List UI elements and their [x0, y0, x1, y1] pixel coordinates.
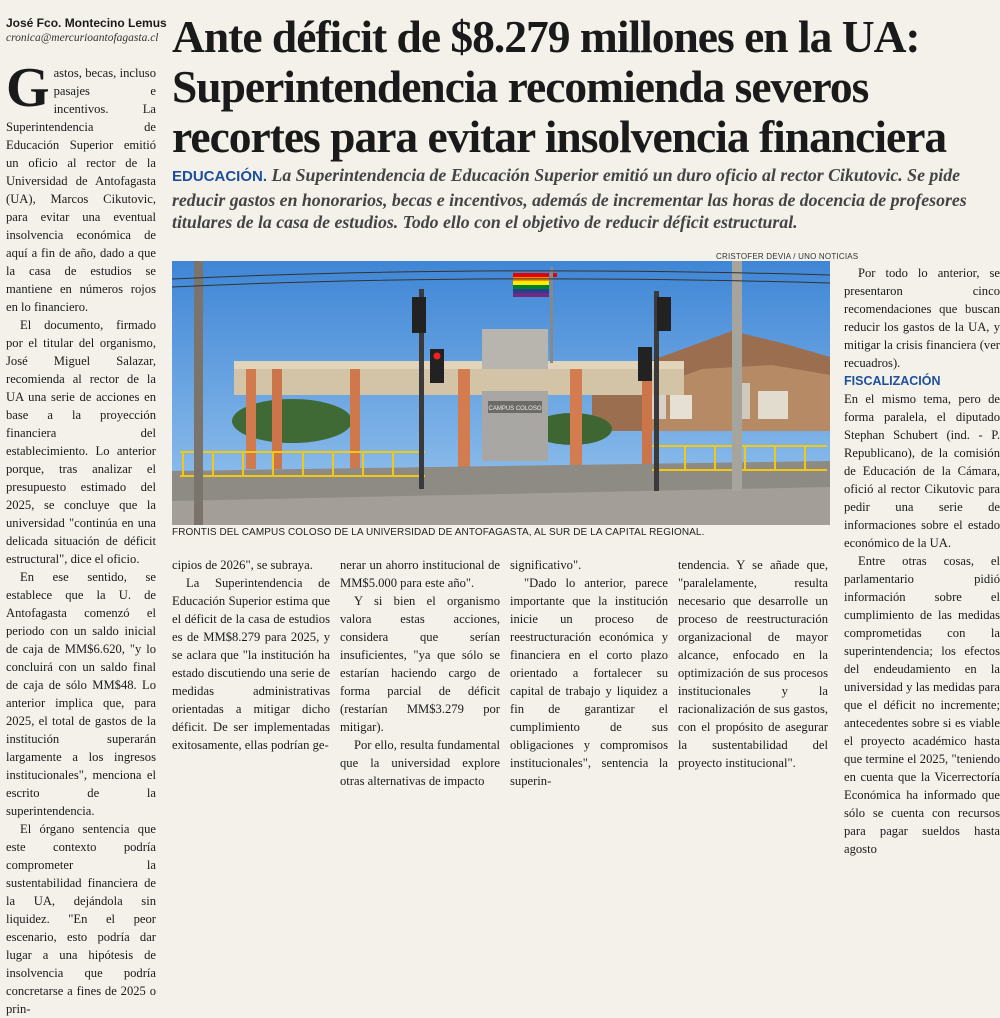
- section-subhead: FISCALIZACIÓN: [844, 374, 941, 388]
- paragraph: En el mismo tema, pero de forma paralela, el diputado Stephan Schubert (ind. - P. Republicano), de la comisión de Educación de la Cámara, ofició al rector Cikutovic para pedir una serie de informaciones sobre el estado económico de la UA.: [844, 392, 1000, 550]
- paragraph: Entre otras cosas, el parlamentario pidió información sobre el cumplimiento de las medidas comprometidas con la superintendencia; los efectos del endeudamiento en la universidad y las medidas para que el déficit no incremente; antecedentes sobre si es viable el proyecto académico hasta que termine el 2025, "teniendo en cuenta que la Vicerrectoría Económica ha informado que sólo se cuenta con recursos para pagar sueldos hasta agosto: [844, 554, 1000, 856]
- paragraph: nerar un ahorro institucional de MM$5.000 para este año".: [340, 558, 500, 590]
- paragraph: El documento, firmado por el titular del organismo, José Miguel Salazar, recomienda al rector de la UA una serie de acciones en base a la proyección financiera del establecimiento. Lo anterior porque, tras analizar el presupuesto estimado del 2025, se concluye que la universidad "continúa en una delicada situación de déficit estructural", dice el oficio.: [6, 318, 156, 566]
- paragraph: La Superintendencia de Educación Superior estima que el déficit de la casa de estudios es de MM$8.279 para 2025, y se aclara que "la institución ha estado discutiendo una serie de medidas administrativas orientadas a mitigar dicho déficit. De ser implementadas exitosamente, ellas podrían ge-: [172, 576, 330, 752]
- campus-photo-illustration: [172, 261, 830, 525]
- paragraph: En ese sentido, se establece que la U. de Antofagasta comenzó el periodo con un saldo inicial de caja de MM$6.620, "y lo concluirá con un saldo final de caja de sólo MM$48. Lo anterior implica que, para 2025, el total de gastos de la institución superarán largamente a los ingresos institucionales", menciona el escrito de la superintendencia.: [6, 570, 156, 818]
- paragraph: "Dado lo anterior, parece importante que la institución inicie un proceso de reestructuración económica y financiera en el corto plazo orientado a fortalecer su capital de trabajo y liquidez a fin de garantizar el cumplimiento de sus obligaciones y compromisos institucionales", sentencia la superin-: [510, 576, 668, 788]
- lead-text: La Superintendencia de Educación Superior emitió un duro oficio al rector Cikutovic. Se pide reducir gastos en honorarios, becas e incentivos, además de incrementar las horas de docencia de profesores titulares de la casa de estudios. Todo ello con el objetivo de reducir déficit estructural.: [172, 165, 967, 232]
- paragraph: astos, becas, incluso pasajes e incentivos. La Superintendencia de Educación Superior emitió un oficio al rector de la Universidad de Antofagasta (UA), Marcos Cikutovic, para evitar una eventual insolvencia económica de aquí a fin de año, dado a que la casa de estudios se mantiene en números rojos en lo financiero.: [6, 66, 156, 314]
- campus-photo: [172, 261, 830, 525]
- paragraph: Por todo lo anterior, se presentaron cinco recomendaciones que buscan reducir los gastos de la UA, y mitigar la crisis financiera (ver recuadros).: [844, 266, 1000, 370]
- drop-cap: G: [6, 57, 50, 119]
- paragraph: tendencia. Y se añade que, "paralelamente, resulta necesario que desarrolle un proceso de reestructuración organizacional de mayor alcance, enfocado en la optimización de sus procesos institucionales y la racionalización de sus gastos, con el propósito de asegurar la sustentabilidad del proyecto institucional".: [678, 558, 828, 770]
- body-column-3: [340, 556, 500, 790]
- campus-sign: CAMPUS COLOSO: [488, 406, 542, 412]
- body-column-1: [6, 57, 156, 1018]
- body-column-6: [844, 264, 1000, 858]
- body-column-5: [678, 556, 828, 772]
- body-column-4: [510, 556, 668, 790]
- paragraph: Y si bien el organismo valora estas acciones, considera que serían insuficientes, "ya que sólo se estarían haciendo cargo de forma parcial de déficit (restarían MM$3.279 por mitigar).: [340, 594, 500, 734]
- paragraph: significativo".: [510, 558, 582, 572]
- photo-caption: FRONTIS DEL CAMPUS COLOSO DE LA UNIVERSIDAD DE ANTOFAGASTA, AL SUR DE LA CAPITAL REGIONAL.: [172, 527, 705, 538]
- paragraph: Por ello, resulta fundamental que la universidad explore otras alternativas de impacto: [340, 738, 500, 788]
- body-column-2: [172, 556, 330, 754]
- section-tag: EDUCACIÓN.: [172, 168, 268, 185]
- photo-credit: CRISTOFER DEVIA / UNO NOTICIAS: [716, 252, 859, 261]
- paragraph: El órgano sentencia que este contexto podría comprometer la sustentabilidad financiera de la UA, dejándola sin liquidez. "En el peor escenario, esto podría dar lugar a una hipótesis de insolvencia que podría concretarse a fines de 2025 o prin-: [6, 822, 156, 1016]
- paragraph: cipios de 2026", se subraya.: [172, 558, 313, 572]
- headline: Ante déficit de $8.279 millones en la UA: Superintendencia recomienda severos recortes para evitar insolvencia financiera: [172, 11, 947, 162]
- lead-paragraph: [172, 164, 994, 234]
- author-email[interactable]: cronica@mercurioantofagasta.cl: [6, 32, 159, 44]
- author-name: José Fco. Montecino Lemus: [6, 16, 167, 30]
